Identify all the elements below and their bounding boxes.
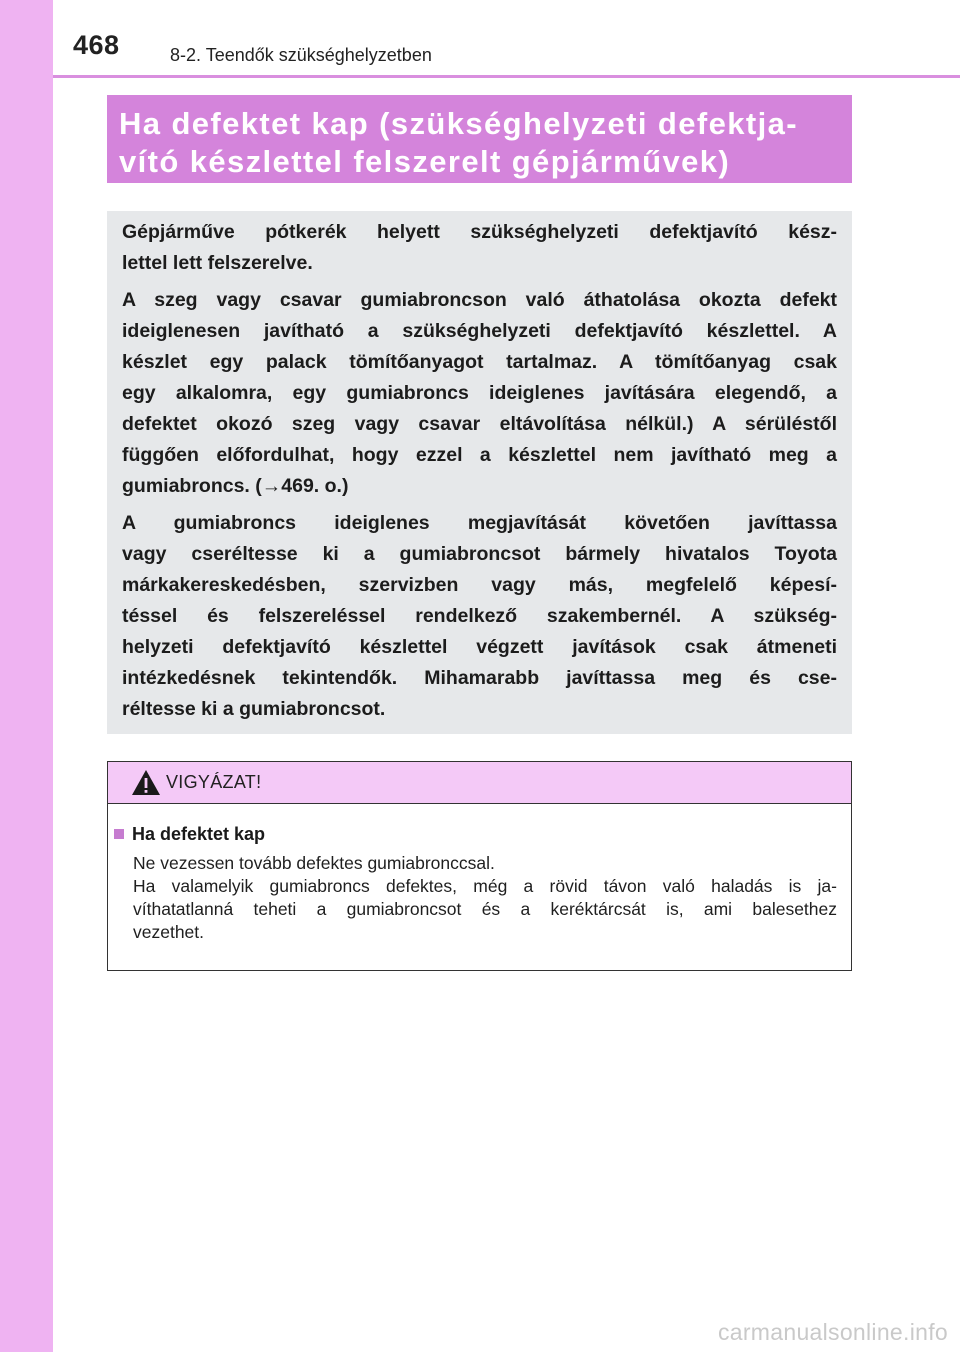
header-divider <box>53 75 960 78</box>
caution-text <box>133 852 837 944</box>
heading-line: vító készlettel felszerelt gépjárművek) <box>119 144 731 179</box>
text-line: A szeg vagy csavar gumiabroncson való áthatolása okozta defekt <box>122 289 837 311</box>
text-line: Gépjárműve pótkerék helyett szükséghelyzeti defektjavító kész- <box>122 221 837 243</box>
heading-line: Ha defektet kap (szükséghelyzeti defektja- <box>119 106 799 141</box>
caution-box <box>107 761 852 971</box>
square-bullet-icon <box>114 829 124 839</box>
info-box <box>107 211 852 734</box>
text-line: intézkedésnek tekintendők. Mihamarabb javíttassa meg és cse- <box>122 667 837 689</box>
text-line: ideiglenesen javítható a szükséghelyzeti defektjavító készlettel. A <box>122 320 837 342</box>
text-line: vagy cseréltesse ki a gumiabroncsot bármely hivatalos Toyota <box>122 543 837 565</box>
topic-heading <box>107 95 852 183</box>
page-number: 468 <box>73 30 120 60</box>
watermark: carmanualsonline.info <box>717 1319 948 1345</box>
text-line: függően előfordulhat, hogy ezzel a készlettel nem javítható meg a <box>122 444 837 466</box>
text-line: márkakereskedésben, szervizben vagy más, megfelelő képesí- <box>122 574 837 596</box>
caution-title: VIGYÁZAT! <box>166 772 262 792</box>
text-line: egy alkalomra, egy gumiabroncs ideiglenes javítására elegendő, a <box>122 382 837 404</box>
info-paragraph-3 <box>122 508 837 725</box>
text-line: A gumiabroncs ideiglenes megjavítását követően javíttassa <box>122 512 837 534</box>
caution-header <box>108 762 851 804</box>
caution-subheading-text: Ha defektet kap <box>132 824 266 844</box>
text-line: téssel és felszereléssel rendelkező szakembernél. A szükség- <box>122 605 837 627</box>
text-line: Ne vezessen tovább defektes gumiabronccsal. <box>133 853 495 873</box>
caution-subheading <box>114 822 837 846</box>
text-line: lettel lett felszerelve. <box>122 252 313 274</box>
caution-body <box>108 804 851 944</box>
page-reference-line: gumiabroncs. (→469. o.) <box>122 475 349 497</box>
text-line: defektet okozó szeg vagy csavar eltávolítása nélkül.) A sérüléstől <box>122 413 837 435</box>
text-line: helyzeti defektjavító készlettel végzett javítások csak átmeneti <box>122 636 837 658</box>
warning-triangle-icon <box>131 769 161 796</box>
text-line: Ha valamelyik gumiabroncs defektes, még a rövid távon való haladás is ja- <box>133 876 837 896</box>
info-paragraph-1 <box>122 211 837 279</box>
section-title: 8-2. Teendők szükséghelyzetben <box>170 45 432 65</box>
text-line: készlet egy palack tömítőanyagot tartalmaz. A tömítőanyag csak <box>122 351 837 373</box>
text-line: réltesse ki a gumiabroncsot. <box>122 698 386 720</box>
info-paragraph-2 <box>122 285 837 502</box>
text-line: vezethet. <box>133 922 205 942</box>
side-color-strip <box>0 0 53 1352</box>
text-line: víthatatlanná teheti a gumiabroncsot és a keréktárcsát is, ami balesethez <box>133 899 837 919</box>
